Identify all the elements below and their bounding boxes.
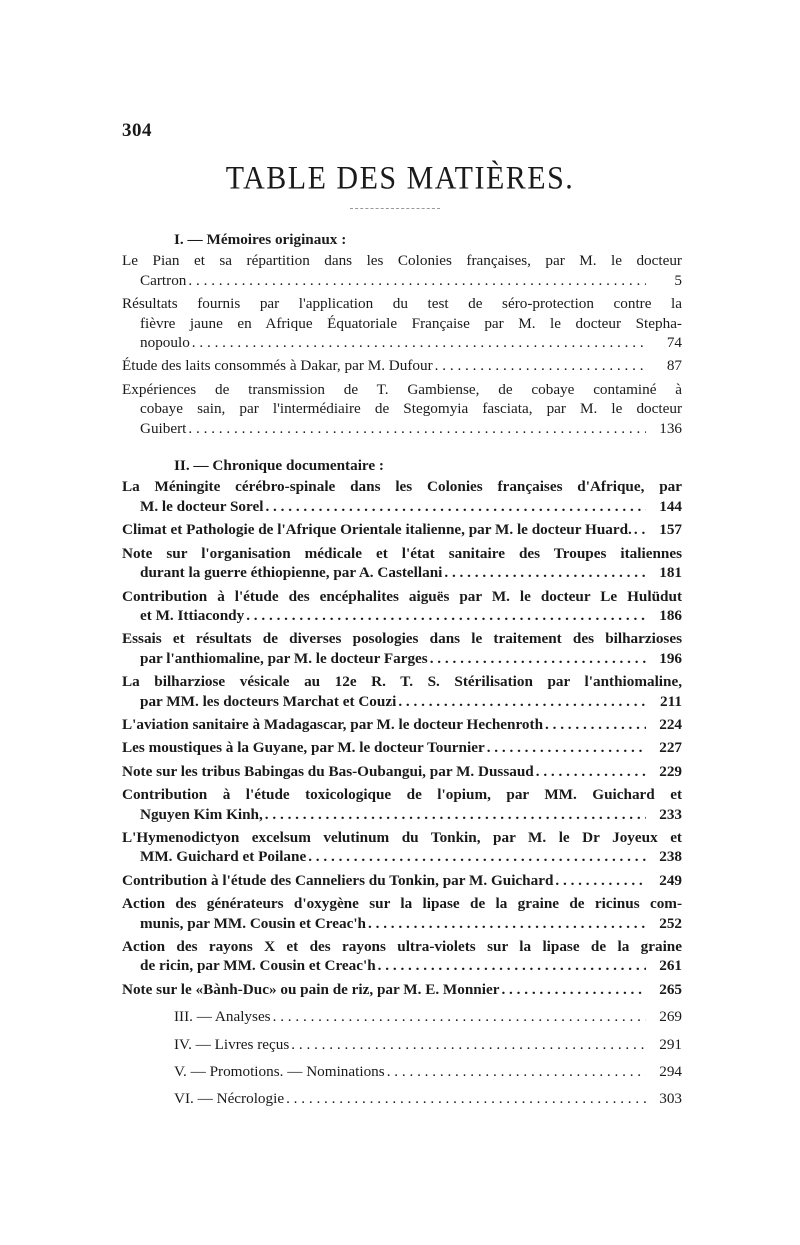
toc-entry: [122, 871, 682, 890]
entry-page-number: 5: [674, 271, 682, 289]
toc-section-entry: [174, 1062, 682, 1081]
leader-dots: [265, 497, 646, 516]
entry-leader-line: [122, 715, 682, 734]
entry-last-line: Les moustiques à la Guyane, par M. le docteur Tournier: [122, 739, 485, 757]
section-heading: II. — Chronique documentaire :: [174, 457, 384, 475]
leader-dots: [444, 563, 646, 582]
leader-dots: [291, 1035, 646, 1054]
entry-page-number: 265: [659, 980, 682, 998]
leader-dots: [273, 1007, 646, 1026]
entry-text-line: La Méningite cérébro-spinale dans les Colonies françaises d'Afrique, par: [122, 478, 682, 496]
leader-dots: [555, 871, 646, 890]
entry-last-line: par l'anthiomaline, par M. le docteur Farges: [140, 649, 428, 667]
toc-entry: [122, 937, 682, 976]
toc-entry: [122, 715, 682, 734]
entry-leader-line: [122, 871, 682, 890]
entry-last-line: munis, par MM. Cousin et Creac'h: [140, 914, 366, 932]
leader-dots: [368, 914, 646, 933]
toc-entry: [122, 356, 682, 375]
entry-page-number: 136: [659, 419, 682, 437]
entry-page-number: 87: [666, 357, 682, 375]
entry-last-line: M. le docteur Sorel: [140, 497, 264, 515]
entry-leader-line: [122, 805, 682, 824]
leader-dots: [378, 956, 646, 975]
entry-page-number: 233: [659, 805, 682, 823]
entry-text-line: Contribution à l'étude toxicologique de l'opium, par MM. Guichard et: [122, 786, 682, 804]
entry-leader-line: [122, 738, 682, 757]
table-of-contents: [122, 230, 682, 1117]
entry-page-number: 229: [659, 762, 682, 780]
toc-entry: [122, 477, 682, 516]
entry-leader-line: [122, 271, 682, 290]
toc-entry: [122, 828, 682, 867]
entry-page-number: 196: [659, 649, 682, 667]
section-label: V. — Promotions. — Nominations: [174, 1063, 385, 1081]
toc-section-entry: [174, 1089, 682, 1108]
entry-leader-line: [122, 606, 682, 625]
toc-entry: [122, 672, 682, 711]
leader-dots: [634, 520, 646, 539]
entry-text-line: Essais et résultats de diverses posologies dans le traitement des bilharzioses: [122, 630, 682, 648]
entry-page-number: 144: [659, 497, 682, 515]
entry-page-number: 252: [659, 914, 682, 932]
entry-text-line: Note sur l'organisation médicale et l'état sanitaire des Troupes italiennes: [122, 544, 682, 562]
toc-entry: [122, 738, 682, 757]
section-page-number: 291: [659, 1035, 682, 1053]
section-leader-line: [174, 1007, 682, 1026]
leader-dots: [487, 738, 646, 757]
leader-dots: [398, 692, 646, 711]
entry-last-line: Contribution à l'étude des Canneliers du Tonkin, par M. Guichard: [122, 871, 554, 889]
leader-dots: [286, 1089, 646, 1108]
entry-leader-line: [122, 333, 682, 352]
entry-page-number: 211: [660, 692, 682, 710]
entry-text-line: Action des rayons X et des rayons ultra-violets sur la lipase de la graine: [122, 938, 682, 955]
entry-leader-line: [122, 980, 682, 999]
section-label: III. — Analyses: [174, 1008, 271, 1026]
entry-last-line: Climat et Pathologie de l'Afrique Orientale italienne, par M. le docteur Huard.: [122, 521, 632, 539]
toc-section-entry: [174, 1035, 682, 1054]
toc-entry: [122, 629, 682, 668]
entry-text-line: Le Pian et sa répartition dans les Colonies françaises, par M. le docteur: [122, 252, 682, 270]
entry-last-line: Note sur les tribus Babingas du Bas-Oubangui, par M. Dussaud: [122, 762, 534, 780]
leader-dots: [435, 356, 646, 375]
section-label: VI. — Nécrologie: [174, 1090, 285, 1108]
entry-page-number: 74: [666, 334, 682, 352]
toc-entry: [122, 294, 682, 352]
leader-dots: [265, 805, 646, 824]
entry-leader-line: [122, 419, 682, 438]
entry-text-line: Action des générateurs d'oxygène sur la lipase de la graine de ricinus com-: [122, 895, 682, 913]
leader-dots: [387, 1062, 646, 1081]
entry-page-number: 157: [659, 521, 682, 539]
leader-dots: [536, 762, 646, 781]
section-leader-line: [174, 1089, 682, 1108]
toc-entry: [122, 980, 682, 999]
entry-last-line: Étude des laits consommés à Dakar, par M. Dufour: [122, 357, 433, 375]
entry-leader-line: [122, 649, 682, 668]
section-page-number: 269: [659, 1008, 682, 1026]
entry-page-number: 261: [659, 957, 682, 975]
toc-entry: [122, 520, 682, 539]
entry-leader-line: [122, 914, 682, 933]
toc-entry: [122, 587, 682, 626]
entry-last-line: MM. Guichard et Poilane: [140, 848, 307, 866]
entry-last-line: durant la guerre éthiopienne, par A. Castellani: [140, 564, 443, 582]
entry-text-line: cobaye sain, par l'intermédiaire de Stegomyia fasciata, par M. le docteur: [140, 400, 682, 418]
entry-page-number: 238: [659, 848, 682, 866]
leader-dots: [430, 649, 646, 668]
entry-page-number: 181: [659, 564, 682, 582]
entry-text-line: Résultats fournis par l'application du test de séro-protection contre la: [122, 295, 682, 313]
leader-dots: [246, 606, 646, 625]
section-heading: I. — Mémoires originaux :: [174, 231, 347, 248]
entry-text-line: fièvre jaune en Afrique Équatoriale Française par M. le docteur Stepha-: [140, 314, 682, 332]
section-leader-line: [174, 1035, 682, 1054]
toc-section-entry: [174, 1007, 682, 1026]
toc-entry: [122, 762, 682, 781]
title-rule: [350, 208, 440, 209]
toc-entry: [122, 894, 682, 933]
entry-text-line: La bilharziose vésicale au 12e R. T. S. Stérilisation par l'anthiomaline,: [122, 673, 682, 691]
entry-last-line: de ricin, par MM. Cousin et Creac'h: [140, 957, 376, 975]
entry-last-line: Nguyen Kim Kinh,: [140, 805, 263, 823]
entry-leader-line: [122, 847, 682, 866]
entry-page-number: 249: [659, 871, 682, 889]
page-number: 304: [122, 120, 152, 141]
leader-dots: [188, 419, 646, 438]
section-page-number: 294: [659, 1063, 682, 1081]
entry-leader-line: [122, 762, 682, 781]
leader-dots: [188, 271, 646, 290]
section-page-number: 303: [659, 1090, 682, 1108]
toc-entry: [122, 785, 682, 824]
entry-leader-line: [122, 692, 682, 711]
leader-dots: [192, 333, 646, 352]
entry-last-line: par MM. les docteurs Marchat et Couzi: [140, 692, 397, 710]
leader-dots: [501, 980, 646, 999]
entry-leader-line: [122, 520, 682, 539]
leader-dots: [308, 847, 646, 866]
entry-leader-line: [122, 356, 682, 375]
section-leader-line: [174, 1062, 682, 1081]
toc-entry: [122, 251, 682, 290]
toc-entry: [122, 544, 682, 583]
entry-text-line: Expériences de transmission de T. Gambiense, de cobaye contaminé à: [122, 380, 682, 398]
entry-leader-line: [122, 497, 682, 516]
entry-last-line: L'aviation sanitaire à Madagascar, par M. le docteur Hechenroth: [122, 715, 544, 733]
entry-last-line: Guibert: [140, 419, 187, 437]
entry-page-number: 224: [659, 715, 682, 733]
entry-last-line: nopoulo: [140, 334, 190, 352]
entry-page-number: 227: [659, 739, 682, 757]
entry-last-line: et M. Ittiacondy: [140, 606, 245, 624]
page-title: TABLE DES MATIÈRES.: [225, 160, 575, 197]
entry-leader-line: [122, 563, 682, 582]
entry-text-line: Contribution à l'étude des encéphalites aiguës par M. le docteur Le Hulüdut: [122, 587, 682, 605]
toc-entry: [122, 380, 682, 438]
entry-leader-line: [122, 956, 682, 975]
entry-last-line: Note sur le «Bành-Duc» ou pain de riz, par M. E. Monnier: [122, 980, 500, 998]
entry-text-line: L'Hymenodictyon excelsum velutinum du Tonkin, par M. le Dr Joyeux et: [122, 828, 682, 846]
section-label: IV. — Livres reçus: [174, 1035, 290, 1053]
entry-page-number: 186: [659, 606, 682, 624]
leader-dots: [545, 715, 646, 734]
entry-last-line: Cartron: [140, 271, 187, 289]
